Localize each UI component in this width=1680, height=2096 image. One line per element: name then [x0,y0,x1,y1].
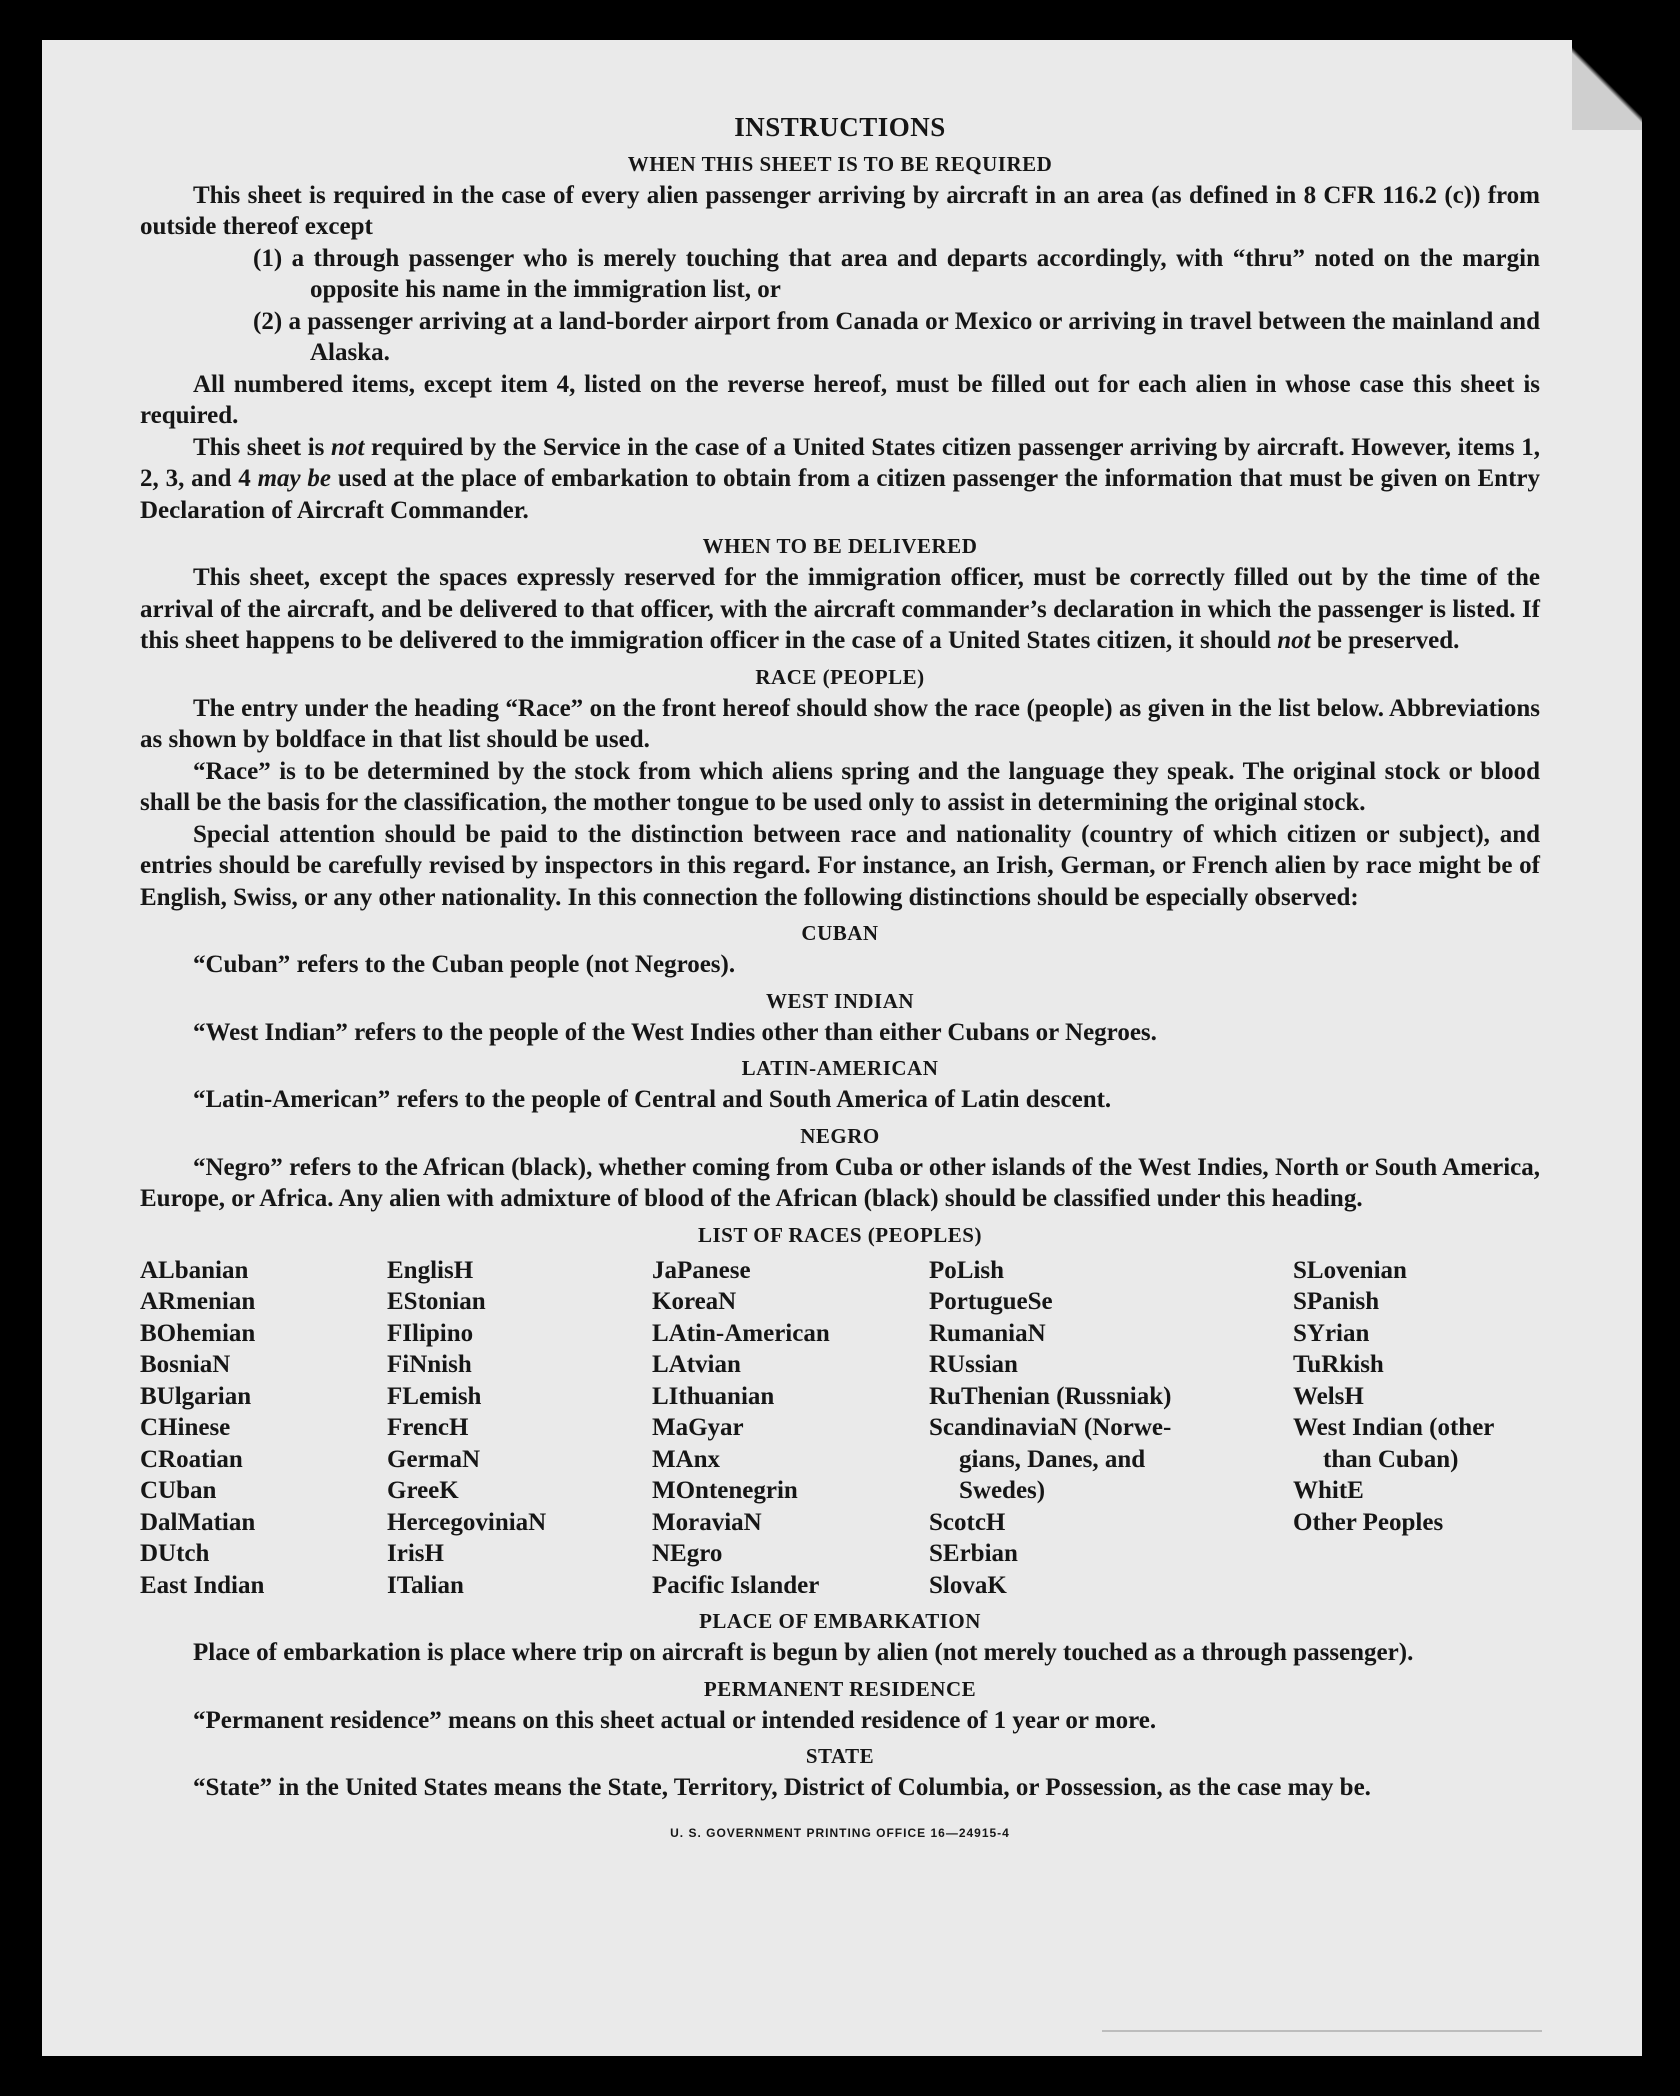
exception-item-2: (2) a passenger arriving at a land-border airport from Canada or Mexico or arriving in travel between the mainland and Alaska. [253,307,1540,366]
race-entry: SlovaK [929,1571,1007,1599]
races-list [140,1255,1540,1602]
race-entry: LIthuanian [652,1382,775,1410]
race-entry: PortugueSe [929,1288,1053,1315]
race-entry: SPanish [1293,1288,1380,1315]
race-entry: GermaN [387,1445,481,1473]
paragraph: “Permanent residence” means on this sheet actual or intended residence of 1 year or more. [193,1706,1157,1734]
section-title-cuban: CUBAN [801,921,879,945]
race-entry: East Indian [140,1571,265,1599]
race-entry: KoreaN [652,1288,737,1315]
race-entry: Swedes) [959,1477,1046,1504]
race-entry: FrencH [387,1414,469,1441]
race-entry: Pacific Islander [652,1571,820,1599]
paragraph: “West Indian” refers to the people of the West Indies other than either Cubans or Negroes. [193,1018,1157,1046]
race-entry: LAtvian [652,1351,741,1378]
section-title-list-of-races: LIST OF RACES (PEOPLES) [698,1222,982,1247]
race-entry: SLovenian [1293,1256,1407,1284]
race-entry: GreeK [387,1477,459,1504]
race-entry: MOntenegrin [652,1477,798,1504]
folded-corner [1572,40,1642,130]
race-entry: RuThenian (Russniak) [929,1382,1172,1410]
race-entry: FLemish [387,1382,482,1410]
race-entry: CUban [140,1477,217,1504]
race-entry: ALbanian [140,1256,249,1284]
race-entry: DUtch [140,1540,210,1567]
document-page [42,40,1642,2056]
races-column [140,1255,387,1602]
paragraph: All numbered items, except item 4, listed on the reverse hereof, must be filled out for each alien in whose case this sheet is required. [140,370,1540,429]
paragraph: “State” in the United States means the State, Territory, District of Columbia, or Possession, as the case may be. [193,1774,1371,1801]
race-entry: ITalian [387,1571,464,1599]
race-entry: ARmenian [140,1288,256,1315]
section-title-when-delivered: WHEN TO BE DELIVERED [702,534,978,558]
race-entry: SYrian [1293,1319,1370,1347]
section-title-state: STATE [805,1744,875,1768]
section-title-permanent-residence: PERMANENT RESIDENCE [703,1676,977,1701]
race-entry: JaPanese [652,1256,751,1284]
race-entry: RumaniaN [929,1319,1046,1347]
race-entry: HercegoviniaN [387,1508,547,1536]
race-entry: WelsH [1293,1382,1364,1410]
paragraph: This sheet, except the spaces expressly reserved for the immigration officer, must be correctly filled out by the time of the arrival of the aircraft, and be delivered to that officer, with the aircraft commander’s declaration in which the passenger is listed. If this sheet happens to be delivered to the immigration officer in the case of a United States citizen, it should not be preserved. [140,564,1540,654]
race-entry: NEgro [652,1540,723,1567]
race-entry: LAtin-American [652,1319,830,1347]
races-column [652,1255,929,1602]
paragraph: Place of embarkation is place where trip on aircraft is begun by alien (not merely touched as a through passenger). [193,1639,1414,1666]
race-entry: PoLish [929,1256,1005,1284]
race-entry: CHinese [140,1414,231,1441]
section-title-race: RACE (PEOPLE) [755,664,925,689]
paragraph: The entry under the heading “Race” on the front hereof should show the race (people) as given in the list below. Abbreviations as shown by boldface in that list should be used. [140,694,1540,753]
race-entry: BUlgarian [140,1382,252,1410]
race-entry: EnglisH [387,1256,474,1284]
race-entry: West Indian (other [1293,1414,1495,1441]
paragraph: This sheet is required in the case of every alien passenger arriving by aircraft in an area (as defined in 8 CFR 116.2 (c)) from outside thereof except [140,181,1540,240]
race-entry: SErbian [929,1540,1018,1567]
race-entry: gians, Danes, and [959,1445,1146,1473]
races-column [929,1255,1293,1602]
race-entry: FiNnish [387,1351,472,1378]
race-entry: BOhemian [140,1319,256,1347]
page-title: INSTRUCTIONS [734,112,946,142]
paragraph: “Cuban” refers to the Cuban people (not Negroes). [193,951,736,978]
paragraph: Special attention should be paid to the distinction between race and nationality (country of which citizen or subject), and entries should be carefully revised by inspectors in this regard. For instance, an Irish, German, or French alien by race might be of English, Swiss, or any other nationality. In this connection the following distinctions should be especially observed: [140,820,1540,911]
paragraph: “Race” is to be determined by the stock from which aliens spring and the language they speak. The original stock or blood shall be the basis for the classification, the mother tongue to be used only to assist in determining the original stock. [140,757,1540,816]
exception-item-1: (1) a through passenger who is merely touching that area and departs accordingly, with “thru” noted on the margin opposite his name in the immigration list, or [253,244,1540,303]
section-title-negro: NEGRO [800,1123,880,1148]
section-title-place-of-embarkation: PLACE OF EMBARKATION [699,1609,981,1633]
race-entry: BosniaN [140,1351,231,1378]
race-entry: than Cuban) [1323,1445,1459,1473]
race-entry: TuRkish [1293,1351,1384,1378]
paragraph: “Negro” refers to the African (black), whether coming from Cuba or other islands of the West Indies, North or South America, Europe, or Africa. Any alien with admixture of blood of the African (black) should be classified under this heading. [140,1153,1540,1212]
race-entry: ScandinaviaN (Norwe- [929,1414,1172,1441]
paragraph: This sheet is not required by the Service in the case of a United States citizen passenger arriving by aircraft. However, items 1, 2, 3, and 4 may be used at the place of embarkation to obtain from a citizen passenger the information that must be given on Entry Declaration of Aircraft Commander. [140,433,1541,524]
race-entry: FIlipino [387,1319,474,1347]
race-entry: WhitE [1293,1477,1364,1504]
section-title-latin-american: LATIN-AMERICAN [741,1056,939,1080]
race-entry: ScotcH [929,1508,1006,1536]
race-entry: MAnx [652,1445,721,1473]
race-entry: Other Peoples [1293,1508,1444,1536]
race-entry: IrisH [387,1540,444,1567]
race-entry: RUssian [929,1351,1018,1378]
bleed-through-line [1102,2030,1542,2032]
race-entry: DalMatian [140,1508,256,1536]
paragraph: “Latin-American” refers to the people of Central and South America of Latin descent. [193,1086,1112,1113]
section-title-when-required: WHEN THIS SHEET IS TO BE REQUIRED [627,151,1053,176]
race-entry: MaGyar [652,1414,744,1441]
races-column [1293,1255,1540,1602]
races-column [387,1255,652,1602]
instructions-content [140,112,1540,1849]
section-title-west-indian: WEST INDIAN [765,988,915,1013]
race-entry: EStonian [387,1288,486,1315]
printer-imprint: U. S. GOVERNMENT PRINTING OFFICE 16—24915-4 [670,1825,1010,1840]
race-entry: MoraviaN [652,1508,762,1536]
race-entry: CRoatian [140,1445,243,1473]
